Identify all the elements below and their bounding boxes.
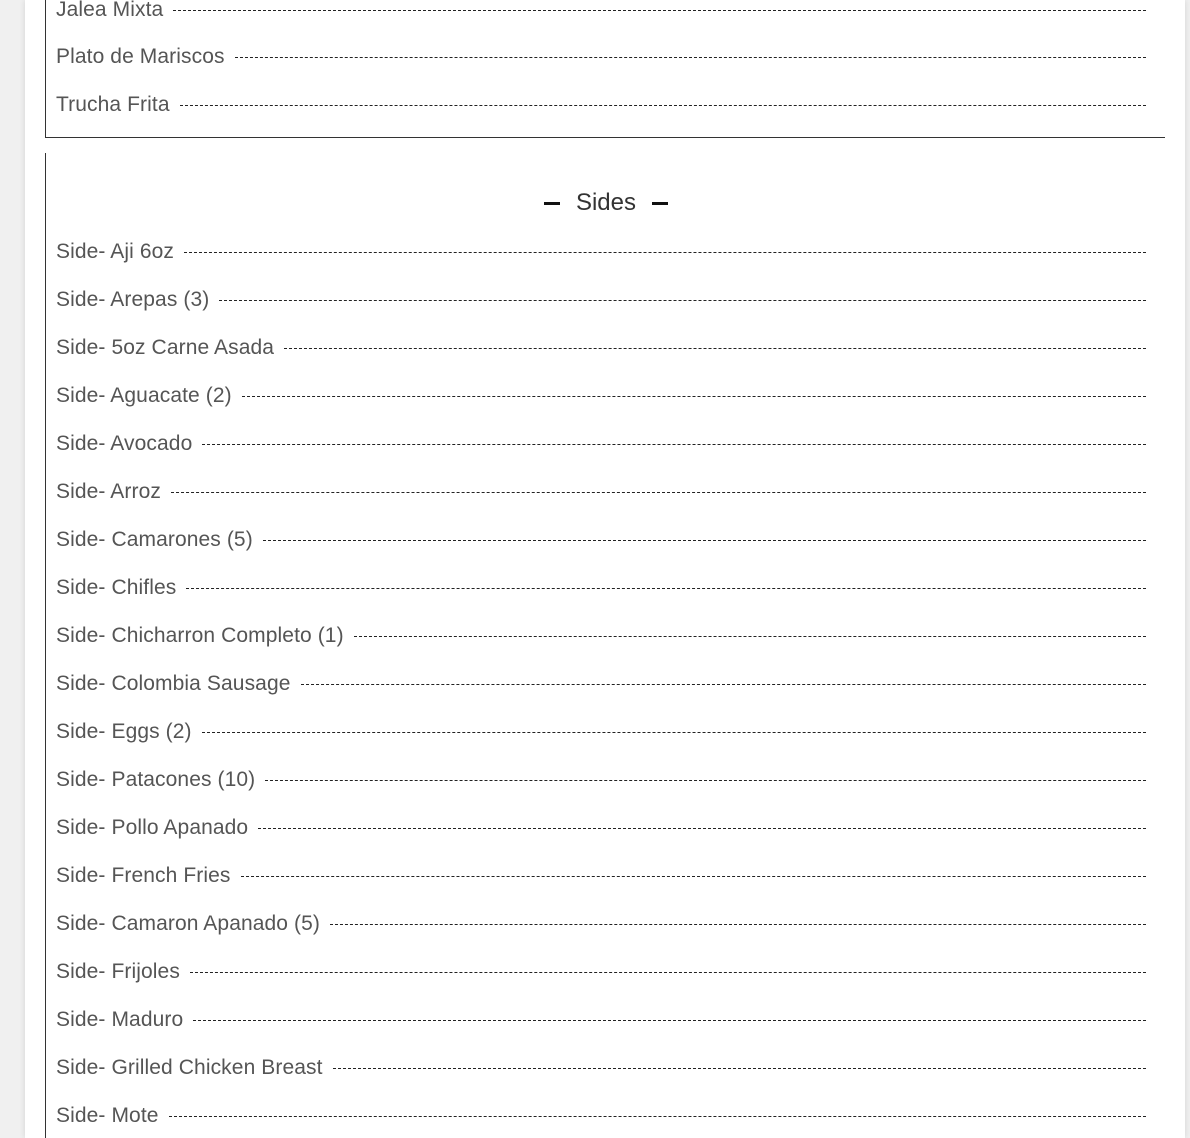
menu-item-name: Side- Arroz <box>56 480 161 503</box>
menu-item-name: Side- Maduro <box>56 1008 184 1031</box>
menu-item[interactable] <box>56 429 1146 459</box>
menu-section-sides <box>45 153 1165 1138</box>
menu-item-name: Side- Mote <box>56 1104 159 1127</box>
menu-item[interactable] <box>56 909 1146 939</box>
menu-item[interactable] <box>56 285 1146 315</box>
menu-item[interactable] <box>56 717 1146 747</box>
menu-item-name: Side- Colombia Sausage <box>56 672 291 695</box>
menu-item-name: Side- Pollo Apanado <box>56 816 249 839</box>
dotted-leader <box>169 1116 1146 1117</box>
dotted-leader <box>265 780 1146 781</box>
menu-item-name: Side- Patacones (10) <box>56 768 256 791</box>
dotted-leader <box>202 732 1146 733</box>
menu-item-name: Side- Aguacate (2) <box>56 384 232 407</box>
menu-item[interactable] <box>56 621 1146 651</box>
menu-item[interactable] <box>56 1053 1146 1083</box>
menu-item[interactable] <box>56 1005 1146 1035</box>
dotted-leader <box>284 348 1146 349</box>
menu-item-name: Side- Camaron Apanado (5) <box>56 912 320 935</box>
menu-item-name: Side- Eggs (2) <box>56 720 192 743</box>
menu-item-name: Side- 5oz Carne Asada <box>56 336 275 359</box>
menu-item[interactable] <box>56 957 1146 987</box>
dotted-leader <box>193 1020 1146 1021</box>
menu-item-name: Side- Chicharron Completo (1) <box>56 624 344 647</box>
menu-item-name: Side- Grilled Chicken Breast <box>56 1056 323 1079</box>
menu-item-name: Side- Camarones (5) <box>56 528 253 551</box>
menu-item[interactable] <box>56 381 1146 411</box>
menu-item[interactable] <box>56 477 1146 507</box>
dotted-leader <box>173 10 1146 11</box>
menu-item[interactable] <box>56 0 1146 25</box>
menu-page <box>25 0 1185 1138</box>
menu-item-name: Side- French Fries <box>56 864 231 887</box>
menu-item[interactable] <box>56 765 1146 795</box>
dotted-leader <box>180 105 1146 106</box>
menu-item[interactable] <box>56 573 1146 603</box>
menu-item-name: Side- Aji 6oz <box>56 240 175 263</box>
dotted-leader <box>258 828 1146 829</box>
menu-item-name: Side- Arepas (3) <box>56 288 210 311</box>
menu-item-name: Jalea Mixta <box>56 0 164 21</box>
menu-item[interactable] <box>56 861 1146 891</box>
menu-item-name: Trucha Frita <box>56 93 170 116</box>
menu-item-name: Side- Frijoles <box>56 960 180 983</box>
dotted-leader <box>333 1068 1146 1069</box>
dotted-leader <box>354 636 1146 637</box>
dotted-leader <box>241 876 1146 877</box>
section-title: Sides <box>575 189 637 216</box>
menu-item[interactable] <box>56 813 1146 843</box>
menu-item-name: Side- Chifles <box>56 576 177 599</box>
menu-item-name: Plato de Mariscos <box>56 45 225 68</box>
menu-item[interactable] <box>56 525 1146 555</box>
dotted-leader <box>190 972 1146 973</box>
menu-item[interactable] <box>56 90 1146 120</box>
dotted-leader <box>301 684 1146 685</box>
menu-item[interactable] <box>56 1101 1146 1131</box>
dotted-leader <box>171 492 1146 493</box>
menu-item[interactable] <box>56 333 1146 363</box>
menu-item[interactable] <box>56 669 1146 699</box>
dotted-leader <box>330 924 1146 925</box>
menu-section-seafood <box>45 0 1165 138</box>
dotted-leader <box>242 396 1146 397</box>
dotted-leader <box>263 540 1146 541</box>
dotted-leader <box>186 588 1146 589</box>
dotted-leader <box>235 57 1146 58</box>
dotted-leader <box>184 252 1146 253</box>
menu-item[interactable] <box>56 237 1146 267</box>
menu-item-name: Side- Avocado <box>56 432 193 455</box>
section-heading <box>46 186 1166 220</box>
dotted-leader <box>202 444 1146 445</box>
heading-dash-left <box>544 202 560 205</box>
dotted-leader <box>219 300 1146 301</box>
heading-dash-right <box>652 202 668 205</box>
menu-item[interactable] <box>56 42 1146 72</box>
